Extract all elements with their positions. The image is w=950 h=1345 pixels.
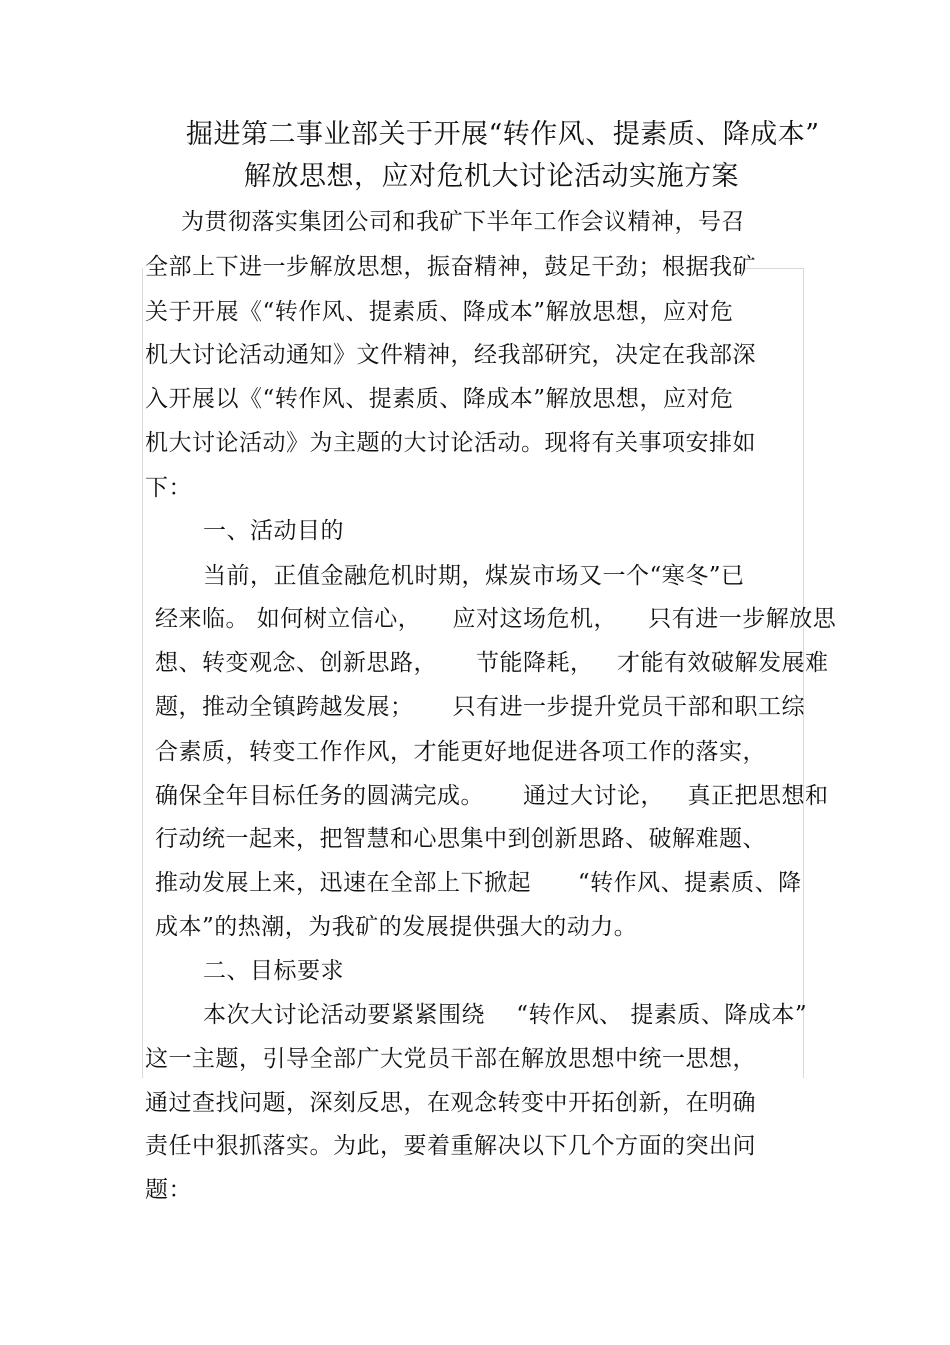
section2-line-3: 通过查找问题，深刻反思，在观念转变中开拓创新，在明确 <box>145 1090 756 1116</box>
section2-line-2: 这一主题，引导全部广大党员干部在解放思想中统一思想， <box>145 1046 756 1072</box>
section2-line-5: 题： <box>145 1177 192 1203</box>
intro-line-2: 全部上下进一步解放思想，振奋精神，鼓足干劲；根据我矿 <box>145 254 756 280</box>
section1-line-2: 经来临。 如何树立信心， 应对这场危机， 只有进一步解放思 <box>155 606 837 632</box>
document-title-line-2: 解放思想，应对危机大讨论活动实施方案 <box>244 161 739 192</box>
intro-line-7: 下： <box>145 475 192 501</box>
section1-line-3: 想、转变观念、创新思路， 节能降耗， 才能有效破解发展难 <box>155 650 829 676</box>
intro-line-1: 为贯彻落实集团公司和我矿下半年工作会议精神，号召 <box>181 209 745 235</box>
intro-line-3: 关于开展《“转作风、提素质、降成本”解放思想，应对危 <box>145 299 734 325</box>
intro-line-6: 机大讨论活动》为主题的大讨论活动。现将有关事项安排如 <box>145 430 756 456</box>
section1-line-8: 推动发展上来，迅速在全部上下掀起 “转作风、提素质、降 <box>155 870 802 896</box>
section-heading-1: 一、活动目的 <box>203 518 344 544</box>
section1-line-1: 当前，正值金融危机时期，煤炭市场又一个“寒冬”已 <box>203 563 745 589</box>
intro-line-5: 入开展以《“转作风、提素质、降成本”解放思想，应对危 <box>145 386 734 412</box>
section1-line-5: 合素质，转变工作作风，才能更好地促进各项工作的落实， <box>155 739 766 765</box>
section1-line-9: 成本”的热潮，为我矿的发展提供强大的动力。 <box>155 914 638 940</box>
section1-line-6: 确保全年目标任务的圆满完成。 通过大讨论， 真正把思想和 <box>155 783 829 809</box>
section1-line-7: 行动统一起来，把智慧和心思集中到创新思路、破解难题、 <box>155 826 766 852</box>
section2-line-1: 本次大讨论活动要紧紧围绕 “转作风、 提素质、降成本” <box>203 1002 808 1028</box>
section1-line-4: 题，推动全镇跨越发展； 只有进一步提升党员干部和职工综 <box>155 694 806 720</box>
section2-line-4: 责任中狠抓落实。为此，要着重解决以下几个方面的突出问 <box>145 1133 756 1159</box>
document-title-line-1: 掘进第二事业部关于开展“转作风、提素质、降成本” <box>186 119 820 150</box>
frame-left-line <box>142 268 143 1078</box>
section-heading-2: 二、目标要求 <box>203 958 344 984</box>
intro-line-4: 机大讨论活动通知》文件精神，经我部研究，决定在我部深 <box>145 342 756 368</box>
